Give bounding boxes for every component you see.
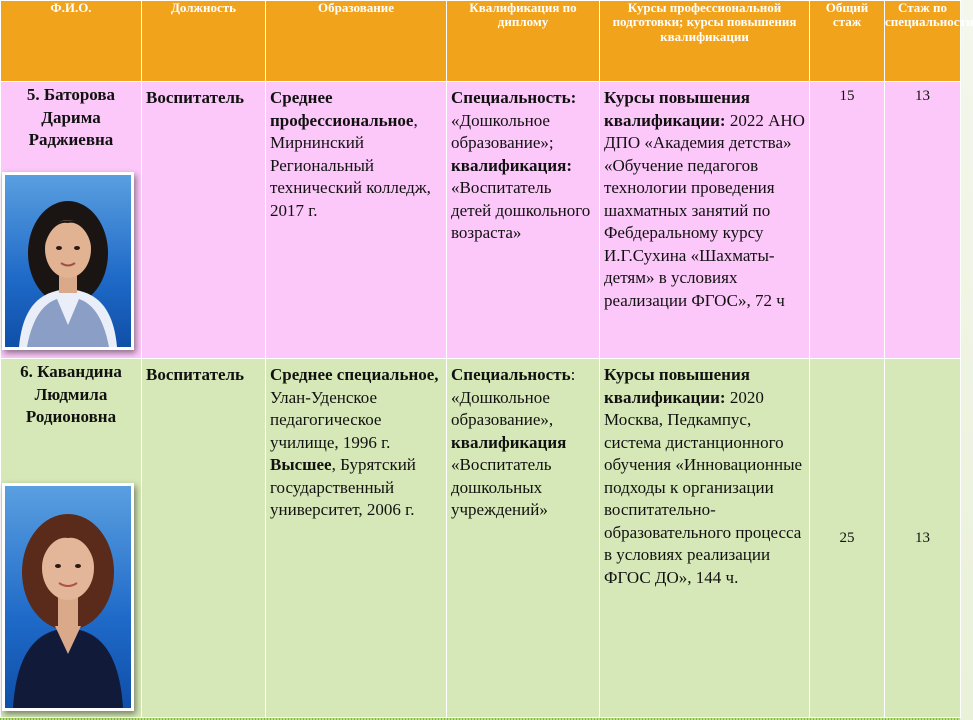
total-experience-value: 25 xyxy=(839,529,855,546)
header-education: Образование xyxy=(266,1,447,82)
text-run: , Бурятский государственный университет, 2006 г. xyxy=(270,455,416,519)
specialty-experience-value: 13 xyxy=(915,529,930,546)
staff-education xyxy=(266,82,446,222)
staff-photo-2 xyxy=(2,483,134,711)
bold-text-run: Среднее специальное, xyxy=(270,365,439,384)
text-run: «Воспитатель детей дошкольного возраста» xyxy=(451,178,591,242)
cell-position xyxy=(142,359,266,718)
specialty-experience-value: 13 xyxy=(915,88,930,104)
portrait-woman-icon xyxy=(5,175,131,347)
text-run: , Мирнинский Региональный технический колледж, 2017 г. xyxy=(270,110,431,220)
text-run: 2022 АНО ДПО «Академия детства» «Обучение педагогов технологии проведения шахматных занятий по Фебдеральному курсу И.Г.Сухина «Шахматы-детям» в условиях реализации ФГОС», 72 ч xyxy=(604,110,805,310)
staff-courses xyxy=(600,359,809,589)
bold-text-run: Специальность: xyxy=(451,88,577,107)
bold-text-run: Среднее профессиональное xyxy=(270,88,414,130)
bold-text-run: квалификация: xyxy=(451,155,573,175)
bold-text-run: Курсы повышения квалификации: xyxy=(604,88,750,130)
staff-photo-1 xyxy=(2,172,134,350)
cell-qualification xyxy=(447,359,600,718)
staff-education xyxy=(266,359,446,522)
staff-qualification xyxy=(447,82,599,245)
cell-courses xyxy=(600,82,810,359)
header-position: Должность xyxy=(142,1,266,82)
staff-name: 6. Кавандина Людмила Родионовна xyxy=(20,362,122,426)
staff-name: 5. Баторова Дарима Раджиевна xyxy=(26,85,116,149)
header-courses: Курсы профессиональной подготовки; курсы повышения квалификации xyxy=(600,1,810,82)
bold-text-run: Курсы повышения квалификации: xyxy=(604,365,750,407)
staff-position: Воспитатель xyxy=(146,365,245,384)
text-run: «Дошкольное образование»; xyxy=(451,110,554,152)
cell-education xyxy=(266,359,447,718)
cell-position xyxy=(142,82,266,359)
bold-text-run: Высшее xyxy=(270,455,332,474)
staff-courses xyxy=(600,82,809,312)
cell-total-experience xyxy=(810,82,885,359)
text-run: «Воспитатель дошкольных учреждений» xyxy=(451,455,552,519)
header-total-experience: Общий стаж xyxy=(810,1,885,82)
cell-courses xyxy=(600,359,810,718)
cell-qualification xyxy=(447,82,600,359)
portrait-woman-icon xyxy=(5,486,131,708)
cell-total-experience xyxy=(810,359,885,718)
staff-position: Воспитатель xyxy=(146,88,245,107)
bold-text-run: квалификация xyxy=(451,432,567,452)
total-experience-value: 15 xyxy=(839,88,855,104)
table-row xyxy=(1,359,961,718)
text-run: 2020 Москва, Педкампус, система дистанционного обучения «Инновационные подходы к организации воспитательно-образовательного процесса в условиях реализации ФГОС ДО», 144 ч. xyxy=(604,387,803,587)
cell-specialty-experience xyxy=(885,359,961,718)
cell-specialty-experience xyxy=(885,82,961,359)
text-run: : «Дошкольное образование», xyxy=(451,365,576,429)
table-row xyxy=(1,82,961,359)
text-run: Улан-Уденское педагогическое училище, 1996 г. xyxy=(270,387,391,452)
header-specialty-experience: Стаж по специальности xyxy=(885,1,961,82)
header-row xyxy=(1,1,961,82)
staff-qualification xyxy=(447,359,599,522)
cell-education xyxy=(266,82,447,359)
bold-text-run: Специальность xyxy=(451,365,571,384)
header-qualification: Квалификация по диплому xyxy=(447,1,600,82)
header-fio: Ф.И.О. xyxy=(1,1,142,82)
